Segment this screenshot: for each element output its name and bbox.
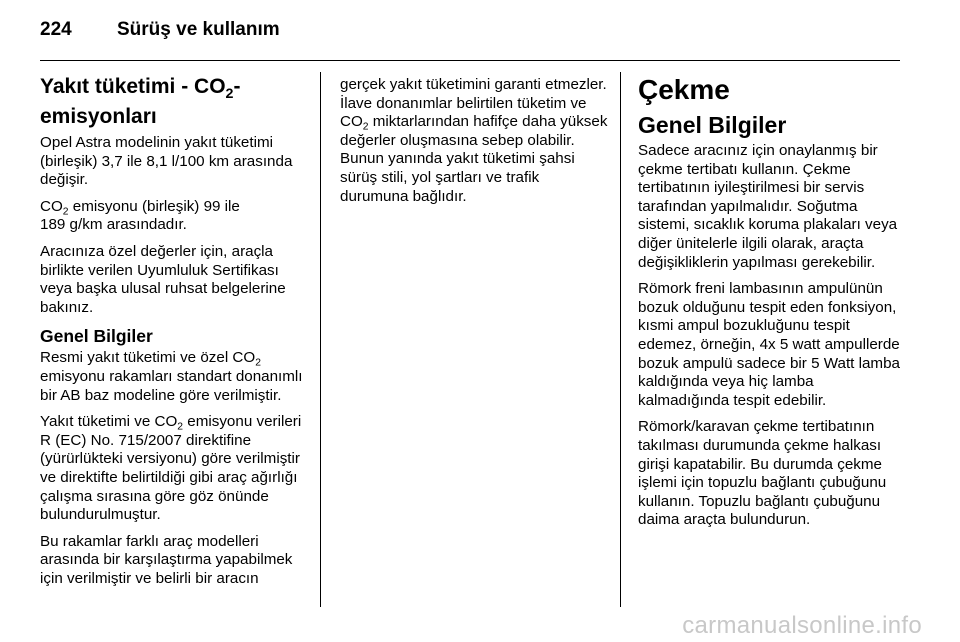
watermark: carmanualsonline.info	[682, 612, 922, 639]
column-3	[638, 72, 908, 538]
column-1	[40, 72, 308, 596]
general-info-heading: Genel Bilgiler	[638, 112, 787, 138]
header-rule	[40, 60, 900, 61]
section-title: Sürüş ve kullanım	[117, 19, 280, 40]
column-divider-1	[320, 72, 321, 607]
page-header	[40, 14, 280, 46]
paragraph: Bu rakamlar farklı araç modelleri arasında bir karşılaştırma yapabilmek için verilmiştir ve belirli bir aracın	[40, 532, 293, 587]
fuel-consumption-heading: Yakıt tüketimi - $CO_2-$ emisyonları	[40, 75, 241, 128]
paragraph: Opel Astra modelinin yakıt tüketimi (birleşik) 3,7 ile 8,1 l/100 km arasında değişir.	[40, 134, 293, 189]
towing-heading: Çekme	[638, 74, 730, 105]
paragraph: Römork/karavan çekme tertibatının takılması durumunda çekme halkası girişi kapatabilir. Bu durumda çekme işlemi için topuzlu bağlantı çubuğunu kullanın. Topuzlu bağlantı çubuğunu daima araçta bulundurun.	[638, 418, 887, 529]
paragraph: Resmi yakıt tüketimi ve özel $CO_2$ emisyonu rakamları standart donanımlı bir AB baz modeline göre verilmiştir.	[40, 349, 303, 404]
column-divider-2	[620, 72, 621, 607]
paragraph: $CO_2$ emisyonu (birleşik) 99 ile 189 g/km arasındadır.	[40, 197, 240, 234]
page-number: 224	[40, 19, 72, 40]
paragraph: gerçek yakıt tüketimini garanti etmezler. İlave donanımlar belirtilen tüketim ve $CO_2$ miktarlarından hafifçe daha yüksek değerler oluşmasına sebep olabilir. Bunun yanında yakıt tüketimi şahsi sürüş stili, yol şartları ve trafik durumuna bağlıdır.	[340, 76, 608, 205]
general-info-heading: Genel Bilgiler	[40, 326, 153, 347]
column-2	[340, 76, 608, 214]
paragraph: Yakıt tüketimi ve $CO_2$ emisyonu verileri R (EC) No. 715/2007 direktifine (yürürlükteki versiyonu) göre verilmiştir ve direktifte belirtildiği gibi araç ağırlığı çalışma sırasına göre göz önünde bulundurulmuştur.	[40, 413, 302, 524]
paragraph: Sadece aracınız için onaylanmış bir çekme tertibatı kullanın. Çekme tertibatının iyileştirilmesi bir servis tarafından yapılmalıdır. Soğutma sistemi, sıcaklık koruma plakaları veya diğer ünitelerle ilgili olarak, araçta değişikliklerin yapılması gerekebilir.	[638, 142, 898, 271]
paragraph: Aracınıza özel değerler için, araçla birlikte verilen Uyumluluk Sertifikası veya başka ulusal ruhsat belgelerine bakınız.	[40, 242, 286, 316]
paragraph: Römork freni lambasının ampulünün bozuk olduğunu tespit eden fonksiyon, kısmi ampul bozukluğunu tespit edemez, örneğin, 4x 5 watt ampullerde bozuk ampulü sadece bir 5 Watt lamba kaldığında veya hiç lamba kalmadığında tespit edebilir.	[638, 280, 900, 409]
